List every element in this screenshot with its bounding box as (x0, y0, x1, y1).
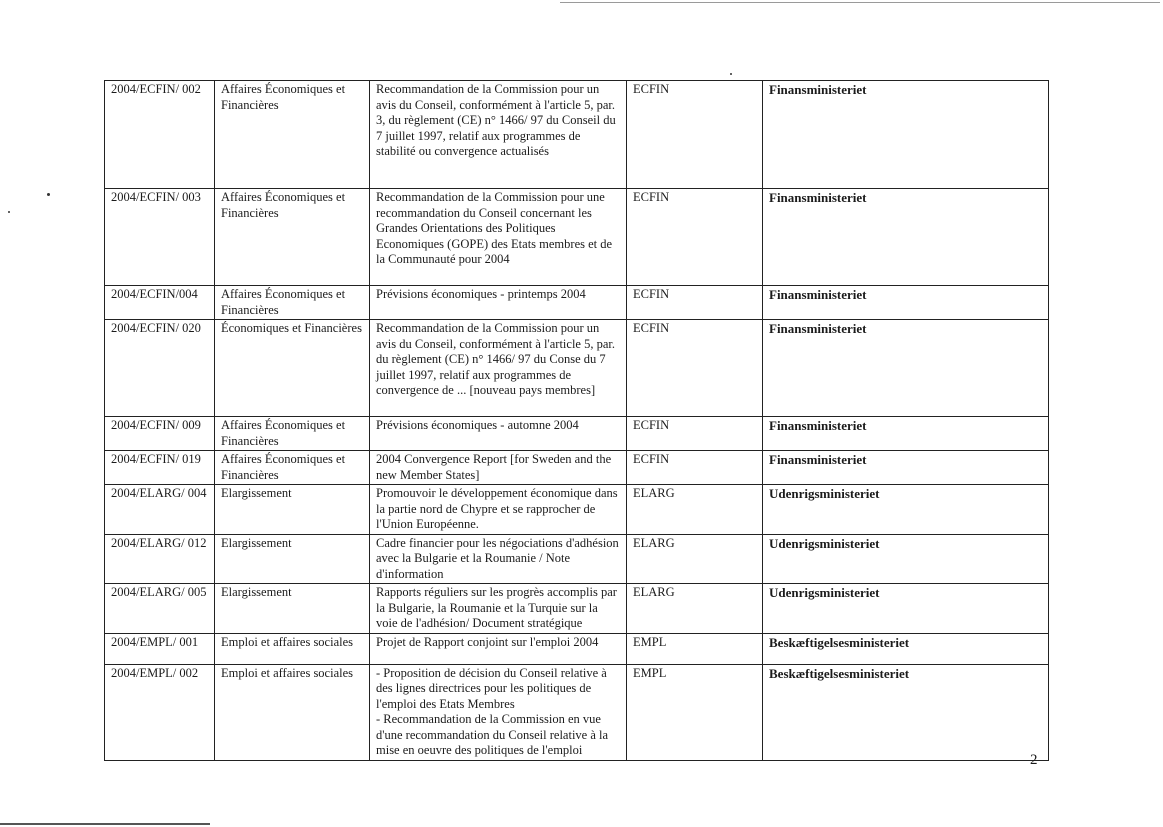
cell-title: Projet de Rapport conjoint sur l'emploi 2004 (370, 633, 627, 664)
cell-directorate: Affaires Économiques et Financières (215, 451, 370, 485)
cell-ministry: Finansministeriet (763, 320, 1049, 417)
cell-title: Rapports réguliers sur les progrès accomplis par la Bulgarie, la Roumanie et la Turquie sur la voie de l'adhésion/ Document stratégique (370, 584, 627, 634)
cell-title: Prévisions économiques - printemps 2004 (370, 286, 627, 320)
cell-reference: 2004/ECFIN/ 020 (105, 320, 215, 417)
cell-title: - Proposition de décision du Conseil relative à des lignes directrices pour les politiques de l'emploi des Etats Membres - Recommandation de la Commission en vue d'une recommandation du Conseil relative à la mise en oeuvre des politiques de l'emploi (370, 664, 627, 760)
cell-title: Recommandation de la Commission pour un avis du Conseil, conformément à l'article 5, par. 3, du règlement (CE) n° 1466/ 97 du Conseil du 7 juillet 1997, relatif aux programmes de stabilité ou convergence actualisés (370, 81, 627, 189)
dossier-table (104, 80, 1049, 761)
cell-directorate: Affaires Économiques et Financières (215, 286, 370, 320)
cell-ministry: Finansministeriet (763, 286, 1049, 320)
cell-ministry: Udenrigsministeriet (763, 534, 1049, 584)
cell-title: Recommandation de la Commission pour une recommandation du Conseil concernant les Grandes Orientations des Politiques Economiques (GOPE) des Etats membres et de la Communauté pour 2004 (370, 189, 627, 286)
table-row (105, 633, 1049, 664)
table-row (105, 417, 1049, 451)
table-row (105, 286, 1049, 320)
table-row (105, 81, 1049, 189)
cell-title: Promouvoir le développement économique dans la partie nord de Chypre et se rapprocher de l'Union Européenne. (370, 485, 627, 535)
table-row (105, 485, 1049, 535)
cell-dg-code: ECFIN (627, 417, 763, 451)
cell-ministry: Finansministeriet (763, 81, 1049, 189)
cell-dg-code: EMPL (627, 633, 763, 664)
cell-dg-code: ECFIN (627, 451, 763, 485)
table-row (105, 320, 1049, 417)
table-row (105, 189, 1049, 286)
cell-directorate: Affaires Économiques et Financières (215, 189, 370, 286)
scan-speck (730, 73, 732, 75)
cell-ministry: Udenrigsministeriet (763, 584, 1049, 634)
cell-dg-code: EMPL (627, 664, 763, 760)
cell-directorate: Elargissement (215, 485, 370, 535)
cell-reference: 2004/ECFIN/ 003 (105, 189, 215, 286)
cell-dg-code: ECFIN (627, 189, 763, 286)
cell-dg-code: ECFIN (627, 286, 763, 320)
page-number: 2 (1030, 752, 1038, 768)
cell-reference: 2004/EMPL/ 002 (105, 664, 215, 760)
cell-ministry: Beskæftigelsesministeriet (763, 664, 1049, 760)
cell-ministry: Finansministeriet (763, 417, 1049, 451)
cell-title: 2004 Convergence Report [for Sweden and the new Member States] (370, 451, 627, 485)
cell-reference: 2004/ECFIN/004 (105, 286, 215, 320)
cell-ministry: Beskæftigelsesministeriet (763, 633, 1049, 664)
scan-artifact-top (560, 2, 1160, 3)
scan-speck (8, 211, 10, 213)
cell-dg-code: ELARG (627, 485, 763, 535)
cell-directorate: Économiques et Financières (215, 320, 370, 417)
cell-directorate: Affaires Économiques et Financières (215, 417, 370, 451)
table-row (105, 664, 1049, 760)
table-row (105, 451, 1049, 485)
cell-directorate: Affaires Économiques et Financières (215, 81, 370, 189)
cell-title: Recommandation de la Commission pour un avis du Conseil, conformément à l'article 5, par. du règlement (CE) n° 1466/ 97 du Conse du 7 juillet 1997, relatif aux programmes de convergence de ... [nouveau pays membres] (370, 320, 627, 417)
cell-title: Prévisions économiques - automne 2004 (370, 417, 627, 451)
cell-dg-code: ECFIN (627, 320, 763, 417)
cell-reference: 2004/ELARG/ 005 (105, 584, 215, 634)
cell-directorate: Elargissement (215, 534, 370, 584)
cell-reference: 2004/ECFIN/ 002 (105, 81, 215, 189)
cell-reference: 2004/ELARG/ 012 (105, 534, 215, 584)
cell-reference: 2004/ECFIN/ 009 (105, 417, 215, 451)
cell-reference: 2004/ECFIN/ 019 (105, 451, 215, 485)
cell-ministry: Udenrigsministeriet (763, 485, 1049, 535)
cell-directorate: Elargissement (215, 584, 370, 634)
cell-reference: 2004/EMPL/ 001 (105, 633, 215, 664)
table-row (105, 534, 1049, 584)
cell-dg-code: ELARG (627, 584, 763, 634)
cell-title: Cadre financier pour les négociations d'adhésion avec la Bulgarie et la Roumanie / Note d'information (370, 534, 627, 584)
cell-dg-code: ECFIN (627, 81, 763, 189)
scan-artifact-bottom (0, 823, 210, 825)
table-row (105, 584, 1049, 634)
cell-directorate: Emploi et affaires sociales (215, 633, 370, 664)
scan-speck (47, 193, 50, 196)
cell-ministry: Finansministeriet (763, 189, 1049, 286)
cell-dg-code: ELARG (627, 534, 763, 584)
cell-reference: 2004/ELARG/ 004 (105, 485, 215, 535)
cell-ministry: Finansministeriet (763, 451, 1049, 485)
cell-directorate: Emploi et affaires sociales (215, 664, 370, 760)
